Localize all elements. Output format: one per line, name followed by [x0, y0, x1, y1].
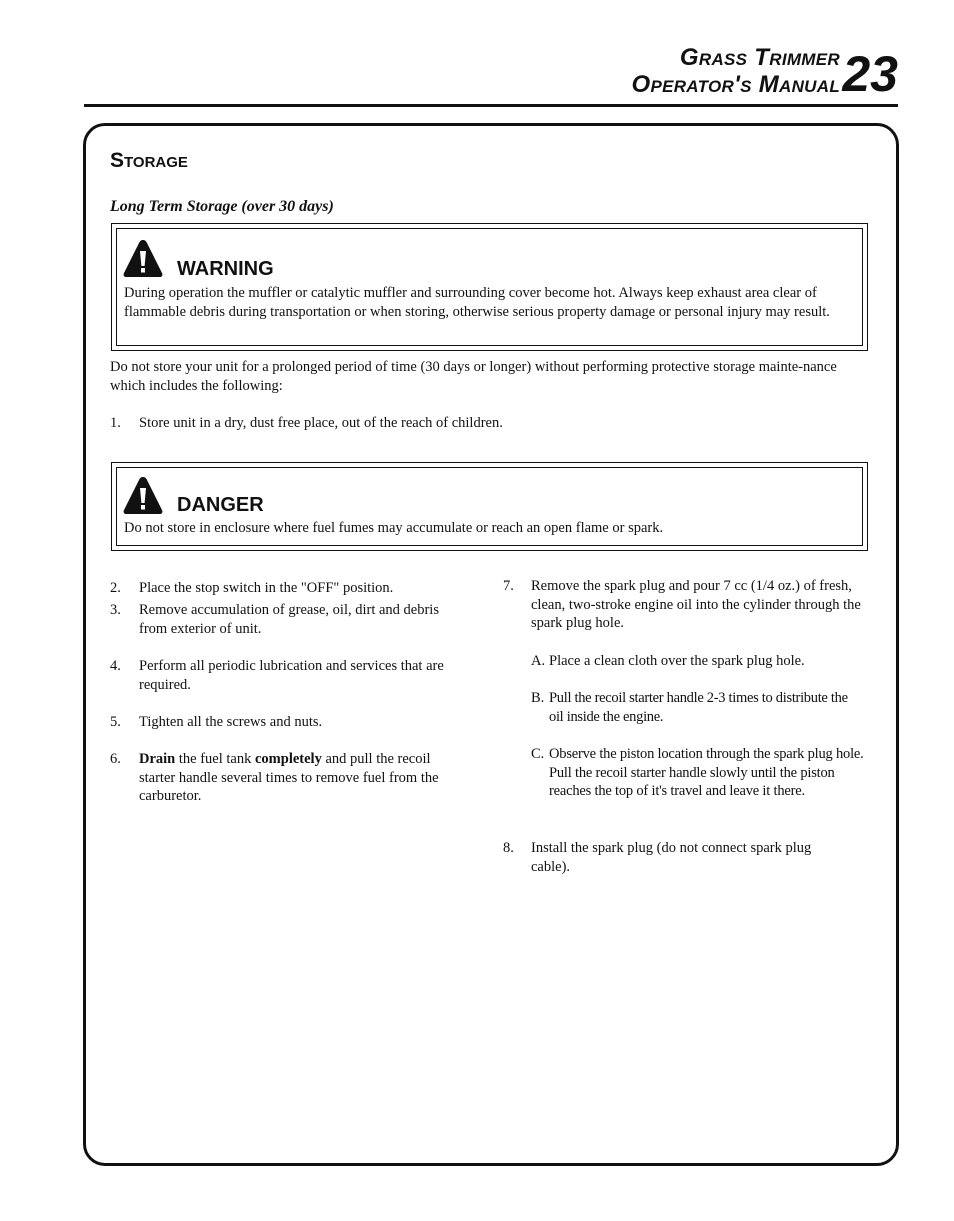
step-text: Place a clean cloth over the spark plug hole.	[549, 653, 805, 669]
page-number: 23	[842, 46, 898, 102]
step-number: 6.	[110, 751, 121, 767]
warning-text: During operation the muffler or catalytic muffler and surrounding cover become hot. Always keep exhaust area clear of flammable debris during transportation or when storing, otherwise serious property damage or personal injury may result.	[124, 285, 830, 320]
step-3	[110, 601, 470, 641]
step-text: Place the stop switch in the "OFF" position.	[139, 580, 394, 596]
substep-letter: B.	[531, 690, 545, 706]
step-number: 4.	[110, 658, 121, 674]
step-6	[110, 750, 470, 810]
step-number: 8.	[503, 840, 514, 856]
step-number: 7.	[503, 578, 514, 594]
section-title: Storage	[110, 149, 188, 172]
step-text: Install the spark plug (do not connect spark plug cable).	[531, 840, 812, 875]
step-text: Remove the spark plug and pour 7 cc (1/4 oz.) of fresh, clean, two-stroke engine oil into the cylinder through the spark plug hole.	[531, 578, 861, 631]
warning-triangle-icon	[122, 238, 164, 278]
step-number: 1.	[110, 415, 121, 431]
step-text: Observe the piston location through the spark plug hole. Pull the recoil starter handle slowly until the piston reaches the top of it's travel and leave it there.	[549, 746, 864, 799]
header-rule	[84, 104, 898, 107]
danger-label: DANGER	[177, 494, 264, 516]
manual-title-line2: Operator's Manual	[631, 71, 840, 98]
substep-letter: A.	[531, 653, 546, 669]
step-number: 5.	[110, 714, 121, 730]
step-text: Perform all periodic lubrication and services that are required.	[139, 658, 444, 693]
step-number: 2.	[110, 580, 121, 596]
step-text-part: and pull the recoil starter handle several times to remove fuel from the carburetor.	[139, 751, 443, 804]
step-7c	[531, 745, 868, 825]
emphasis-drain: Drain	[139, 751, 176, 767]
manual-title	[631, 44, 840, 98]
step-5	[110, 713, 470, 733]
step-4	[110, 657, 470, 697]
manual-title-line1: Grass Trimmer	[679, 44, 840, 71]
step-8	[503, 839, 868, 879]
section-subhead: Long Term Storage (over 30 days)	[110, 198, 334, 215]
step-2	[110, 579, 470, 599]
substep-letter: C.	[531, 746, 545, 762]
step-text	[139, 750, 469, 806]
step-text-part: the fuel tank	[175, 751, 255, 767]
danger-text: Do not store in enclosure where fuel fumes may accumulate or reach an open flame or spark.	[124, 520, 664, 536]
step-7a	[531, 652, 868, 672]
step-text: Pull the recoil starter handle 2-3 times to distribute the oil inside the engine.	[549, 690, 848, 725]
step-text: Tighten all the screws and nuts.	[139, 714, 323, 730]
step-number: 3.	[110, 602, 121, 618]
step-7	[503, 577, 868, 637]
step-1	[110, 414, 860, 434]
step-text: Remove accumulation of grease, oil, dirt and debris from exterior of unit.	[139, 602, 439, 637]
intro-paragraph: Do not store your unit for a prolonged period of time (30 days or longer) without performing protective storage mainte-nance which includes the following:	[110, 359, 837, 394]
emphasis-completely: completely	[254, 751, 322, 767]
step-text: Store unit in a dry, dust free place, out of the reach of children.	[139, 415, 503, 431]
step-7b	[531, 689, 868, 729]
warning-triangle-icon	[122, 475, 164, 515]
warning-label: WARNING	[177, 258, 274, 280]
